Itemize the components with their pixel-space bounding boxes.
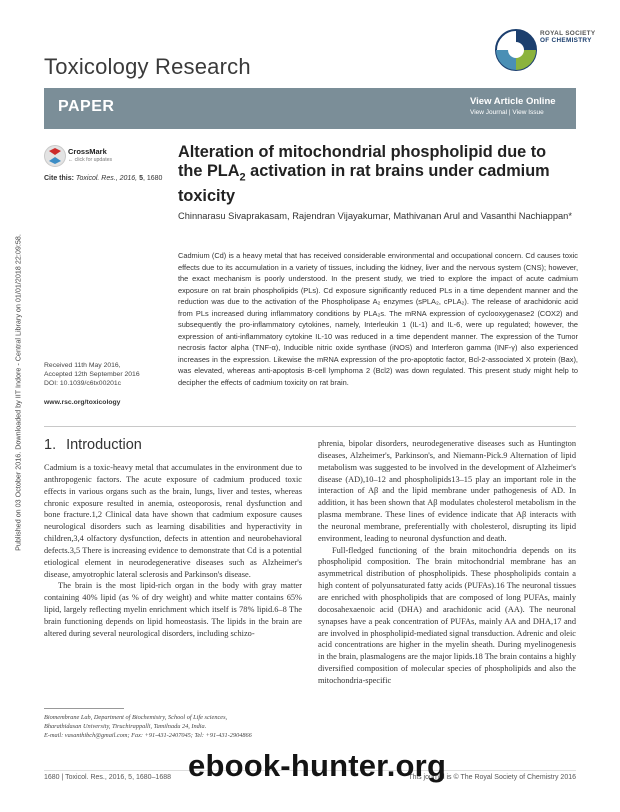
affiliation-footnote	[44, 714, 302, 740]
crossmark-icon	[44, 145, 66, 167]
view-issue-link[interactable]: View Issue	[512, 109, 544, 116]
view-article-online-link[interactable]: View Article Online	[470, 96, 556, 107]
rsc-logo-line-1: ROYAL SOCIETY	[540, 30, 596, 37]
crossmark-button[interactable]	[44, 144, 124, 168]
body-paragraph: Cadmium is a toxic-heavy metal that accumulates in the environment due to anthropogenic factors. The acute exposure of cadmium produced toxic effects in various organs such as the brain, lungs, liver and testes, whereas chronic exposure resulted in anemia, osteoporosis, renal dysfunction and bone fracture.1,2 Clinical data have shown that cadmium exposure causes neurological disorders such as learning disabilities and hyperactivity in children,3,4 olfactory dysfunction, defects in attention and neurobehavioral defects.3,5 There is increasing evidence to demonstrate that Cd is a potential etiological element in neurodegenerative diseases such as Alzheimer's disease, amyotrophic lateral sclerosis and Parkinson's disease.	[44, 463, 302, 579]
authors: Chinnarasu Sivaprakasam, Rajendran Vijayakumar, Mathivanan Arul and Vasanthi Nachiappan*	[178, 211, 572, 221]
watermark: ebook-hunter.org	[188, 748, 447, 783]
rsc-logo-line-2: OF CHEMISTRY	[540, 37, 592, 45]
cite-ref: Toxicol. Res., 2016,	[75, 175, 140, 182]
paper-label: PAPER	[58, 98, 115, 115]
affiliation-line-1: Biomembrane Lab, Department of Biochemistry, School of Life sciences,	[44, 714, 228, 721]
abstract: Cadmium (Cd) is a heavy metal that has received considerable environmental and occupational concern. Cd causes toxic effects due to its accumulation in a variety of tissues, including the kidney, liver and the nervous system (CNS); however, the exact mechanism is poorly understood. In the present study, we tried to explore the impact of acute cadmium exposure on rat brain phospholipids (PLs). Cd exposure significantly reduced PLs in a time dependent manner and the reduction was due to the activation of the Phospholipase A₂ enzymes (sPLA₂, cPLA₂). The release of arachidonic acid from PLs increased during inflammatory conditions by PLA₂s. The mRNA expression of cyclooxygenase2 (COX2) and subsequently the pro-inflammatory cytokines, namely, Interleukin 1 (IL-1) and IL-6, were up regulated; however, the expression of anti-inflammatory cytokine IL-10 was reduced in a time dependent manner. The expression of the Tumor necrosis factor alpha (TNF-α), Inducible nitric oxide synthase (iNOS) and Interferon gamma (INF-γ) also experienced increases in the expression. Likewise the mRNA expression of the pro-apoptotic factor, Bcl-2-associated X protein (Bax), was elevated, whereas anti-apoptosis B-cell lymphoma 2 (Bcl2) was down regulated. This present study might help to decipher the effects of cadmium toxicity on rat brain.	[178, 251, 578, 387]
page-footer-citation: 1680 | Toxicol. Res., 2016, 5, 1680–1688	[44, 774, 172, 781]
cite-volume: 5	[139, 175, 143, 182]
body-paragraph: Full-fledged functioning of the brain mitochondria depends on its phospholipid composition. The brain mitochondrial membrane has an asymmetrical distribution of phospholipids. These phospholipids contain a high content of polyunsaturated fatty acids (PUFAs).16 The neuronal tissues are enriched with phospholipids that are composed of long PUFAs, mainly docosahexaenoic acid (DHA) and arachidonic acid (AA). The neuronal synapses have a peak concentration of PUFAs, mainly AA and DHA,17 and are involved in phospholipid-mediated signal transduction. Adrenic and oleic acid concentrations are higher in the myelin sheath. During myelinogenesis in the brain, plasmalogens are the major lipids.18 The brain contains a highly diversified composition of molecular species of phospholipids and also the mitochondria-specific	[318, 545, 576, 685]
footnote-divider	[44, 708, 124, 709]
journal-title: Toxicology Research	[44, 54, 251, 79]
article-title	[178, 143, 578, 206]
download-side-note: Published on 03 October 2016. Downloaded by IIT Indore - Central Library on 01/01/2018 22:09:58.	[13, 234, 23, 551]
body-column-2	[318, 438, 576, 778]
contact-line: E-mail: vasanthibch@gmail.com; Fax: +91-431-2407045; Tel: +91-431-2904866	[44, 731, 252, 739]
received-date: Received 11th May 2016,	[44, 362, 121, 369]
cite-this	[44, 175, 162, 182]
accepted-date: Accepted 12th September 2016	[44, 371, 140, 378]
doi[interactable]: DOI: 10.1039/c6tx00201c	[44, 380, 122, 387]
cite-page: , 1680	[142, 175, 163, 182]
rsc-logo-text	[540, 30, 595, 44]
section-number: 1.	[44, 437, 57, 453]
view-journal-link[interactable]: View Journal	[470, 109, 508, 116]
body-column-1	[44, 462, 302, 700]
cite-label: Cite this:	[44, 175, 76, 182]
section-heading	[44, 437, 142, 453]
title-line-2a: the PLA	[178, 162, 240, 180]
article-history	[44, 361, 174, 388]
section-divider	[44, 426, 576, 427]
page-footer-copyright: This journal is © The Royal Society of Chemistry 2016	[408, 774, 576, 781]
body-paragraph: phrenia, bipolar disorders, neurodegenerative diseases such as Huntington diseases, Alzheimer's, Parkinson's, and Niemann-Pick.9 Alternation of lipid metabolism was suggested to be involved in the development of Alzheimer's disease (AD),10–12 and phospholipids13–15 play an important role in the interaction of Aβ and the lipid membrane under pathogenesis of AD. In addition, it has been shown that Aβ modulates cholesterol metabolism in the plasma membrane. These lines of evidence indicate that Aβ interacts with the neuronal membrane, preferentially with cholesterol, disrupting its lipid environment, leading to neuronal dysfunction and death.	[318, 439, 576, 543]
title-line-2b: activation in rat brains under cadmium	[245, 162, 550, 180]
crossmark-label: CrossMark	[68, 147, 107, 156]
title-subscript: 2	[239, 171, 246, 184]
crossmark-sub: ← click for updates	[68, 157, 113, 163]
link-separator: |	[507, 109, 513, 116]
title-line-3: toxicity	[178, 187, 236, 206]
rsc-logo-icon	[488, 20, 598, 80]
affiliation-line-2: Bharathidasan University, Tiruchirappalli, Tamilnadu 24, India.	[44, 722, 207, 730]
body-paragraph: The brain is the most lipid-rich organ in the body with gray matter containing 40% lipid (as % of dry weight) and white matter contains 65% lipid, largely reflecting myelin enrichment which itself is 78% lipid.6–8 The brain functioning depends on lipid homeostasis. The lipids in the brain are altered during several neurological disorders, including schizo-	[44, 581, 302, 638]
title-line-1: Alteration of mitochondrial phospholipid due to	[178, 143, 547, 161]
section-title: Introduction	[66, 437, 142, 453]
journal-website-link[interactable]: www.rsc.org/toxicology	[44, 399, 121, 406]
view-links	[470, 109, 544, 116]
